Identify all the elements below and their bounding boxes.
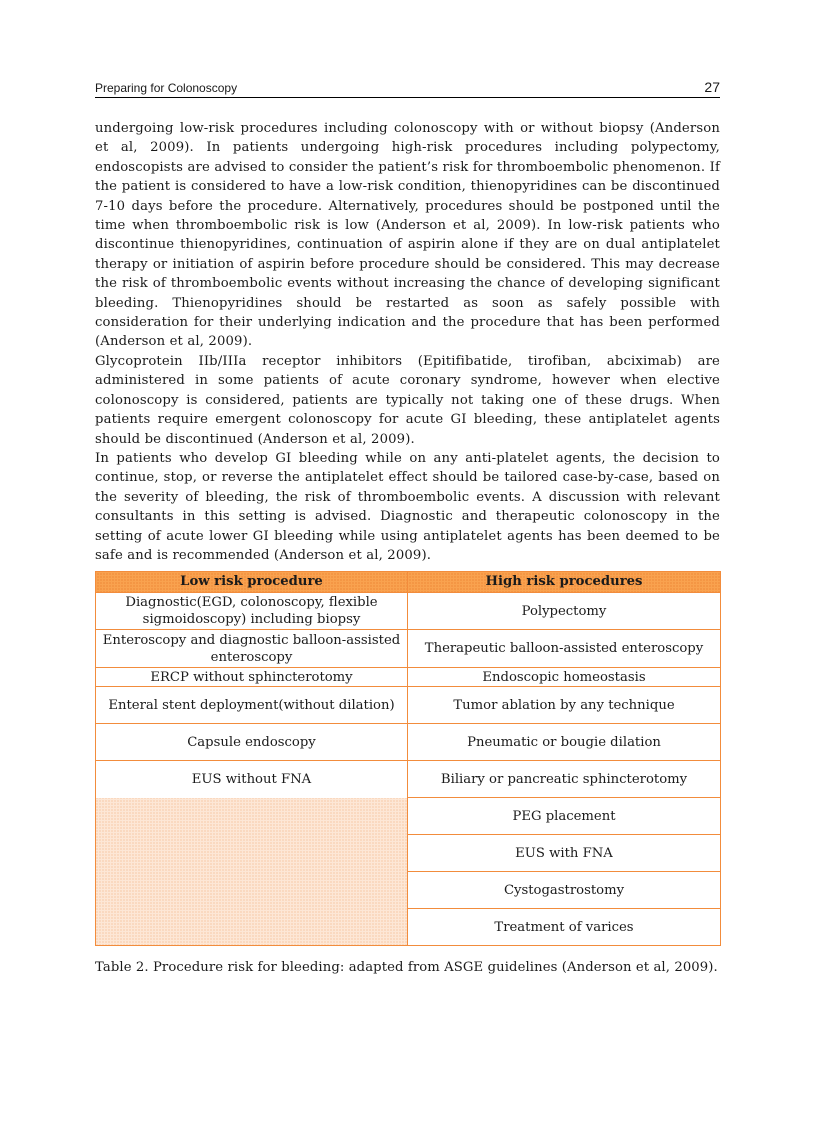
low-risk-cell: Capsule endoscopy [96,724,408,761]
table-row [96,761,721,798]
high-risk-cell: Polypectomy [408,593,721,630]
paragraph: In patients who develop GI bleeding while on any anti-platelet agents, the decision to continue, stop, or reverse the antiplatelet effect should be tailored case-by-case, based on the severity of bleeding, the risk of thromboembolic events. A discussion with relevant consultants in this setting is advised. Diagnostic and therapeutic colonoscopy in the setting of acute lower GI bleeding while using antiplatelet agents has been deemed to be safe and is recommended (Anderson et al, 2009). [95,450,720,563]
table-row [96,724,721,761]
table-row [96,798,721,835]
high-risk-cell: Therapeutic balloon-assisted enteroscopy [408,630,721,668]
low-risk-cell: EUS without FNA [96,761,408,798]
page-number: 27 [704,79,720,95]
high-risk-cell: Endoscopic homeostasis [408,668,721,687]
running-header [95,77,720,98]
low-risk-cell: Enteroscopy and diagnostic balloon-assisted enteroscopy [96,630,408,668]
table-row [96,687,721,724]
low-risk-cell-empty [96,798,408,835]
table-header-row [96,572,721,593]
procedure-risk-table [95,571,721,946]
running-header-title: Preparing for Colonoscopy [95,81,238,95]
body-text [95,119,720,565]
high-risk-cell: Tumor ablation by any technique [408,687,721,724]
low-risk-cell: Enteral stent deployment(without dilation) [96,687,408,724]
low-risk-cell: ERCP without sphincterotomy [96,668,408,687]
table-row [96,909,721,946]
high-risk-cell: PEG placement [408,798,721,835]
paragraph: Glycoprotein IIb/IIIa receptor inhibitors (Epitifibatide, tirofiban, abciximab) are administered in some patients of acute coronary syndrome, however when elective colonoscopy is considered, patients are typically not taking one of these drugs. When patients require emergent colonoscopy for acute GI bleeding, these antiplatelet agents should be discontinued (Anderson et al, 2009). [95,353,720,447]
table-row [96,593,721,630]
high-risk-cell: Biliary or pancreatic sphincterotomy [408,761,721,798]
low-risk-cell: Diagnostic(EGD, colonoscopy, flexible sigmoidoscopy) including biopsy [96,593,408,630]
table-row [96,630,721,668]
table-row [96,835,721,872]
procedure-risk-table-container [95,571,720,946]
header-low-risk: Low risk procedure [96,572,408,593]
paragraph: undergoing low-risk procedures including colonoscopy with or without biopsy (Anderson et al, 2009). In patients undergoing high-risk procedures including polypectomy, endoscopists are advised to consider the patient’s risk for thromboembolic phenomenon. If the patient is considered to have a low-risk condition, thienopyridines can be discontinued 7-10 days before the procedure. Alternatively, procedures should be postponed until the time when thromboembolic risk is low (Anderson et al, 2009). In low-risk patients who discontinue thienopyridines, continuation of aspirin alone if they are on dual antiplatelet therapy or initiation of aspirin before procedure should be considered. This may decrease the risk of thromboembolic events without increasing the chance of developing significant bleeding. Thienopyridines should be restarted as soon as safely possible with consideration for their underlying indication and the procedure that has been performed (Anderson et al, 2009). [95,121,720,350]
table-row [96,872,721,909]
high-risk-cell: EUS with FNA [408,835,721,872]
low-risk-cell-empty [96,909,408,946]
high-risk-cell: Pneumatic or bougie dilation [408,724,721,761]
high-risk-cell: Cystogastrostomy [408,872,721,909]
header-high-risk: High risk procedures [408,572,721,593]
table-row [96,668,721,687]
table-caption: Table 2. Procedure risk for bleeding: adapted from ASGE guidelines (Anderson et al, 2009). [95,960,718,975]
low-risk-cell-empty [96,872,408,909]
high-risk-cell: Treatment of varices [408,909,721,946]
low-risk-cell-empty [96,835,408,872]
